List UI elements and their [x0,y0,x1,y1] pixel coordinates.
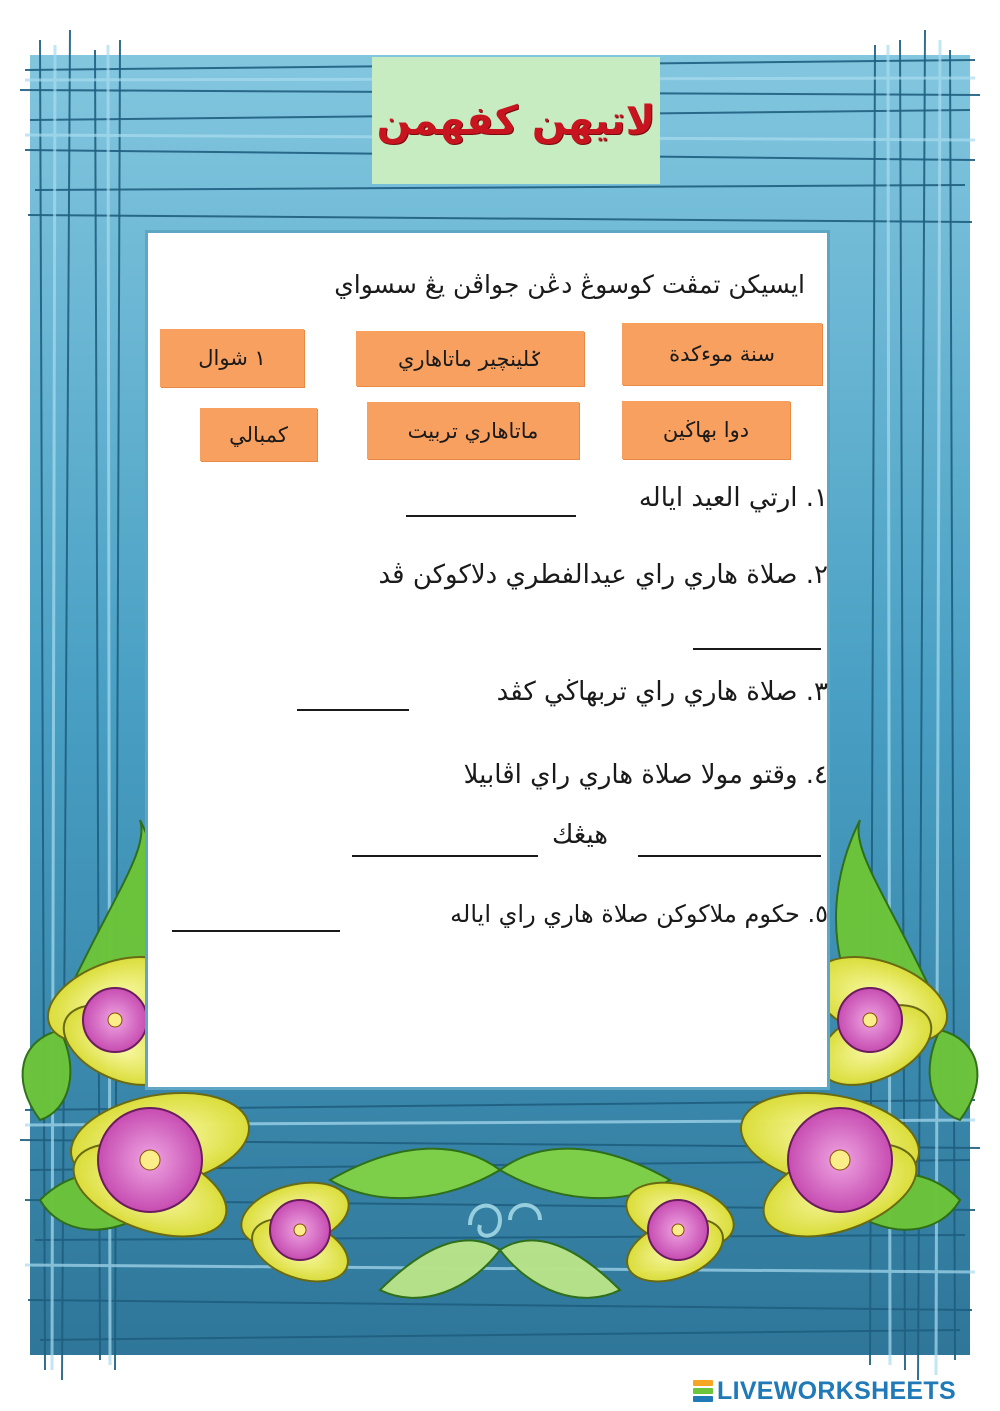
title-banner [372,57,660,184]
question-number: ١. [805,483,828,513]
answer-blank-1[interactable] [406,515,576,517]
brand-name: LIVEWORKSHEETS [717,1376,956,1405]
page-title: لاتيهن كفهمن [376,97,656,144]
question-text: صلاة هاري راي تربهاڬي كڤد [496,677,798,707]
word-bank-chip[interactable]: ١ شوال [160,329,304,387]
question-1 [639,483,828,513]
word-bank-chip[interactable]: كمبالي [200,408,317,461]
question-4-connector: هيڠك [552,820,609,850]
question-text: ارتي العيد اياله [638,483,798,513]
question-number: ٣. [805,677,828,707]
question-text: صلاة هاري راي عيدالفطري دلاكوكن ڤد [378,560,798,590]
question-number: ٤. [805,760,828,790]
word-bank-chip[interactable]: سنة موءكدة [622,323,822,385]
answer-blank-4b[interactable] [352,855,538,857]
question-number: ٢. [805,560,828,590]
word-bank-chip[interactable]: دوا بهاڬين [622,401,790,459]
answer-blank-2[interactable] [693,648,821,650]
word-bank-chip[interactable]: ماتاهاري تربيت [367,402,579,459]
question-5 [450,900,828,928]
answer-blank-4a[interactable] [638,855,821,857]
question-text: حكوم ملاكوكن صلاة هاري راي اياله [450,900,800,928]
instruction-text: ايسيكن تمڤت كوسوڠ دڠن جواڤن يڠ سسواي [334,270,805,299]
question-3 [497,677,828,707]
word-bank-chip[interactable]: ݢلينچير ماتاهاري [356,331,584,386]
liveworksheets-logo [693,1376,956,1406]
logo-icon [693,1380,713,1402]
answer-blank-5[interactable] [172,930,340,932]
question-4 [464,760,828,790]
question-2 [379,560,829,590]
question-number: ٥. [807,900,828,928]
question-text: وقتو مولا صلاة هاري راي اڤابيلا [463,760,798,790]
answer-blank-3[interactable] [297,709,409,711]
